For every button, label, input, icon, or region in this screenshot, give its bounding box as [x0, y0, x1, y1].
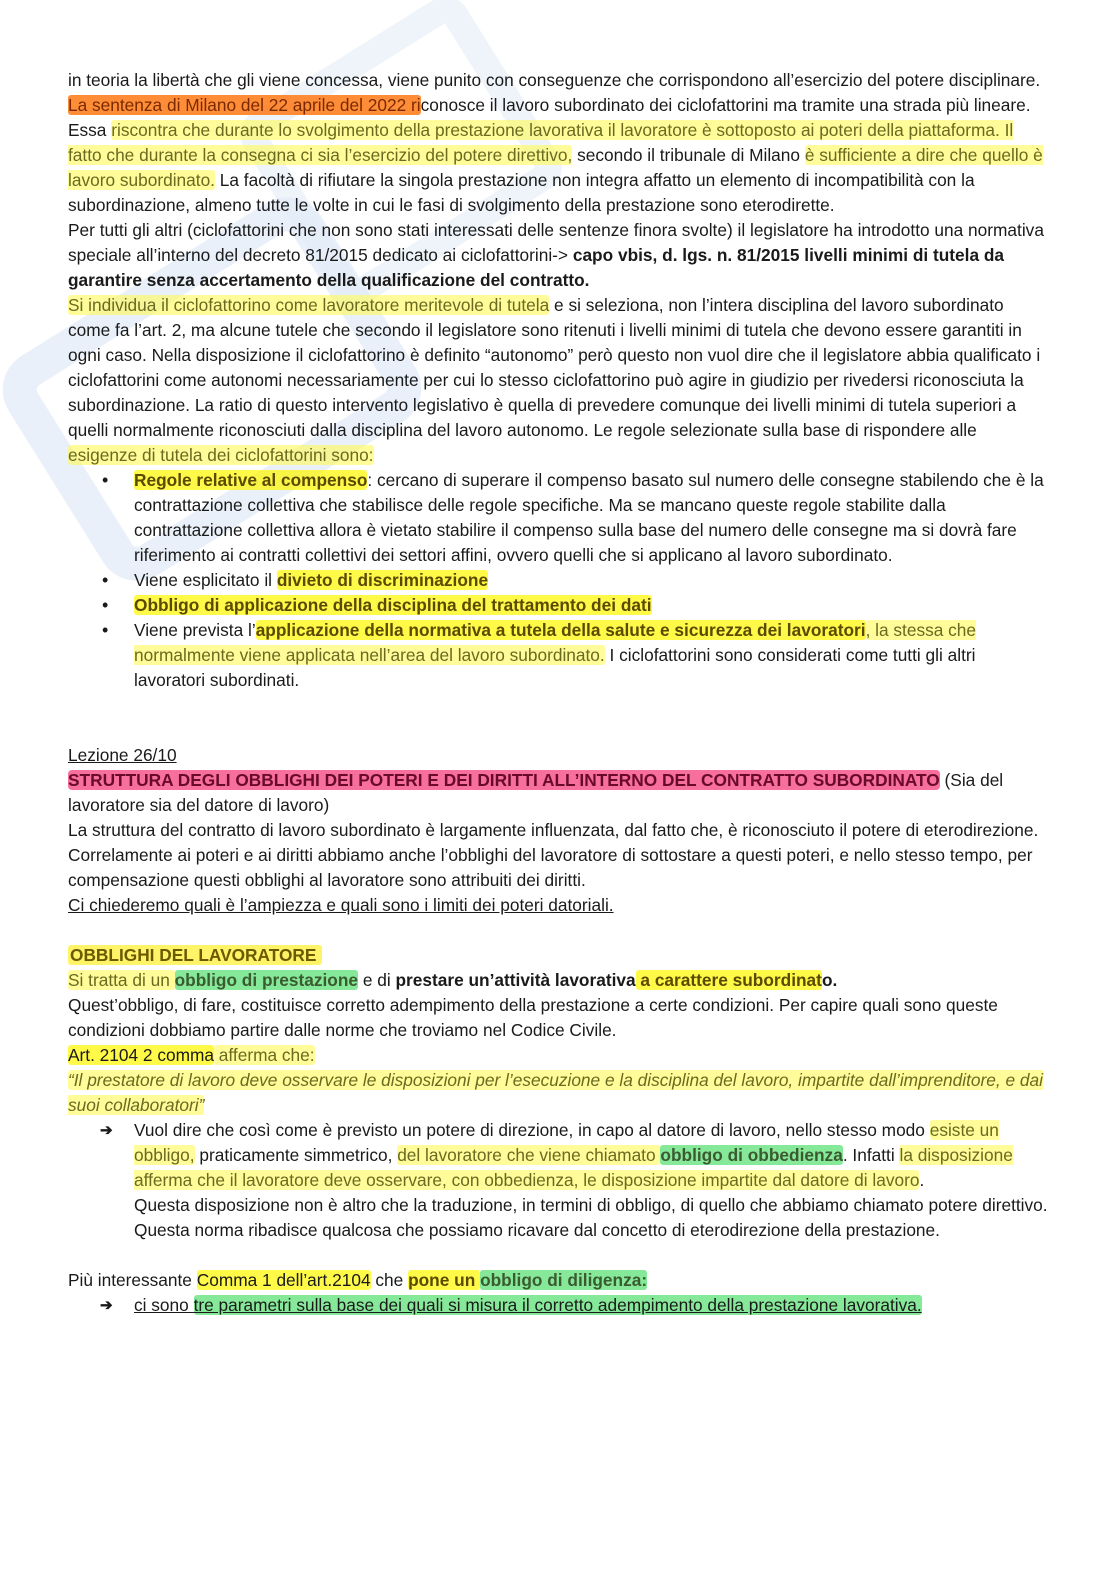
highlight-title: STRUTTURA DEGLI OBBLIGHI DEI POTERI E DEI DIRITTI ALL’INTERNO DEL CONTRATTO SUBORDINATO: [68, 770, 940, 790]
highlight-esiste: esiste un obbligo,: [134, 1120, 999, 1165]
section-title: [68, 768, 1048, 818]
paragraph-art: [68, 1043, 1048, 1068]
text: secondo il tribunale di Milano: [572, 145, 805, 165]
paragraph-sentenza: [68, 93, 1048, 218]
highlight-comma: Comma 1 dell’art.2104: [196, 1270, 371, 1290]
text: che: [370, 1270, 409, 1290]
green-obbedienza: obbligo di obbedienza: [660, 1145, 843, 1165]
text: I ciclofattorini sono considerati come tutti gli altri lavoratori subordinati.: [134, 645, 976, 690]
highlight-lavoratore: del lavoratore che viene chiamato: [397, 1145, 661, 1165]
text: Più interessante: [68, 1270, 197, 1290]
text: (Sia del lavoratore sia del datore di lavoro): [68, 770, 1004, 815]
highlight-tratta: Si tratta di un: [68, 970, 175, 990]
highlight-esigenze: esigenze di tutela dei ciclofattorini sono:: [68, 445, 374, 465]
paragraph-normativa: [68, 218, 1048, 293]
highlight-disposizione: la disposizione afferma che il lavoratore deve osservare, con obbedienza, le disposizione impartite dal datore di lavoro: [134, 1145, 1013, 1190]
green-obbligo-prestazione: obbligo di prestazione: [174, 970, 359, 990]
arrow-list: [68, 1293, 1048, 1318]
text: “Il prestatore di lavoro deve osservare le disposizioni per l’esecuzione e la disciplina del lavoro, impartite dall’imprenditore, e dai suoi collaboratori”: [68, 1070, 1043, 1115]
text: La facoltà di rifiutare la singola prestazione non integra affatto un elemento di incompatibilità con la subordinazione, almeno tutte le volte in cui le fasi di svolgimento della prestazione sono eterodirette.: [68, 170, 975, 215]
text: .: [919, 1170, 925, 1190]
paragraph: Correlamente ai poteri e ai diritti abbiamo anche l’obblighi del lavoratore di sottostare a questi poteri, e nello stesso tempo, per compensazione questi obblighi al lavoratore sono attribuiti dei diritti.: [68, 845, 1033, 890]
list-item: [134, 468, 1048, 568]
paragraph-tutela: [68, 293, 1048, 468]
list-item: [134, 1293, 1048, 1318]
obblighi-heading: [68, 943, 1048, 968]
bullet-list: [68, 468, 1048, 693]
text: Viene prevista l’: [134, 620, 256, 640]
paragraph: La struttura del contratto di lavoro subordinato è largamente influenzata, dal fatto che, è riconosciuto il potere di eterodirezione.: [68, 820, 1039, 840]
text: conosce il lavoro subordinato dei ciclofattorini ma tramite una strada più lineare. Essa: [68, 95, 1031, 140]
highlight-divieto: divieto di discriminazione: [276, 570, 489, 590]
text: ci sono: [134, 1295, 194, 1315]
bold-text: prestare un’attività lavorativa: [395, 970, 636, 990]
text: . Infatti: [842, 1145, 900, 1165]
paragraph-diligenza: [68, 1268, 1048, 1293]
highlight-sentenza: La sentenza di Milano del 22 aprile del 2022 ri: [68, 95, 421, 115]
highlight-salute: applicazione della normativa a tutela della salute e sicurezza dei lavoratori: [255, 620, 866, 640]
text: praticamente simmetrico,: [194, 1145, 398, 1165]
text: Ci chiederemo quali è l’ampiezza e quali sono i limiti dei poteri datoriali.: [68, 895, 614, 915]
highlight-carattere: a carattere subordinat: [635, 970, 822, 990]
text: OBBLIGHI DEL LAVORATORE: [68, 945, 322, 965]
paragraph-intro: [68, 68, 1048, 93]
text: e di: [358, 970, 396, 990]
highlight-trattamento-dati: Obbligo di applicazione della disciplina del trattamento dei dati: [134, 595, 652, 615]
highlight-compenso: Regole relative al compenso: [134, 470, 368, 490]
text: : cercano di superare il compenso basato sul numero delle consegne stabilendo che è la contrattazione collettiva che stabilisce delle regole specifiche. Ma se mancano queste regole stabilite dalla contrattazione collettiva allora è vietato stabilire il compenso sulla base del numero delle consegne ma si dovrà fare riferimento ai contratti collettivi dei settori affini, ovvero quelli che si applicano al lavoro subordinato.: [134, 470, 1044, 565]
text: in teoria la libertà che gli viene concessa, viene punito con conseguenze che corrispondono all’esercizio del potere disciplinare.: [68, 70, 1041, 90]
lezione-label: [68, 743, 1048, 768]
highlight-individua: Si individua il ciclofattorino come lavoratore meritevole di tutela: [68, 295, 550, 315]
text: Viene esplicitato il: [134, 570, 277, 590]
paragraph: Quest’obbligo, di fare, costituisce corretto adempimento della prestazione a certe condizioni. Per capire quali sono queste condizioni dobbiamo partire dalle norme che troviamo nel Codice Civile.: [68, 995, 998, 1040]
highlight-art: Art. 2104 2 comma: [68, 1045, 214, 1065]
quote: [68, 1068, 1048, 1118]
list-item: [134, 618, 1048, 693]
text: e si seleziona, non l’intera disciplina del lavoro subordinato come fa l’art. 2, ma alcune tutele che secondo il legislatore sono ritenuti i livelli minimi di tutela che devono essere garantiti in ogni caso. Nella disposizione il ciclofattorino è definito “autonomo” però questo non vuol dire che il legislatore abbia qualificato i ciclofattorini come autonomi necessariamente per cui lo stesso ciclofattorino può agire in giudizio per rivedersi riconosciuta la subordinazione. La ratio di questo intervento legislativo è quella di prevedere comunque dei livelli minimi di tutela superiori a quelli normalmente riconosciuti dalla disciplina del lavoro autonomo. Le regole selezionate sulla base di rispondere alle: [68, 295, 1041, 440]
list-item: [134, 1118, 1048, 1243]
bold-capo: capo vbis, d. lgs. n. 81/2015 livelli minimi di tutela da garantire senza accertamento della qualificazione del contratto.: [68, 245, 1005, 290]
highlight-stessa: , la stessa che normalmente viene applicata nell’area del lavoro subordinato.: [134, 620, 977, 665]
highlight-sufficiente: è sufficiente a dire che quello è lavoro subordinato.: [68, 145, 1043, 190]
green-diligenza: obbligo di diligenza:: [480, 1270, 648, 1290]
text: Lezione 26/10: [68, 745, 177, 765]
highlight-pone: pone un: [408, 1270, 481, 1290]
arrow-list: [68, 1118, 1048, 1243]
paragraph-underlined: [68, 893, 1048, 918]
document-page: [68, 68, 1048, 1318]
text: Per tutti gli altri (ciclofattorini che non sono stati interessati delle sentenze finora svolte) il legislatore ha introdotto una normativa speciale all’interno del decreto 81/2015 dedicato ai ciclofattorini->: [68, 220, 1044, 265]
paragraph-prestazione: [68, 968, 1048, 993]
highlight-riscontra: riscontra che durante lo svolgimento della prestazione lavorativa il lavoratore è sottoposto ai poteri della piattaforma. Il fatto che durante la consegna ci sia l’esercizio del potere direttivo,: [68, 120, 1014, 165]
green-parametri: tre parametri sulla base dei quali si misura il corretto adempimento della prestazione lavorativa.: [193, 1295, 922, 1315]
list-item: [134, 568, 1048, 593]
highlight-afferma: afferma che:: [214, 1045, 315, 1065]
text: Questa disposizione non è altro che la traduzione, in termini di obbligo, di quello che abbiamo chiamato potere direttivo. Questa norma ribadisce qualcosa che possiamo ricavare dal concetto di eterodirezione della prestazione.: [134, 1195, 1048, 1240]
list-item: [134, 593, 1048, 618]
bold-text: o.: [821, 970, 838, 990]
text: Vuol dire che così come è previsto un potere di direzione, in capo al datore di lavoro, nello stesso modo: [134, 1120, 930, 1140]
